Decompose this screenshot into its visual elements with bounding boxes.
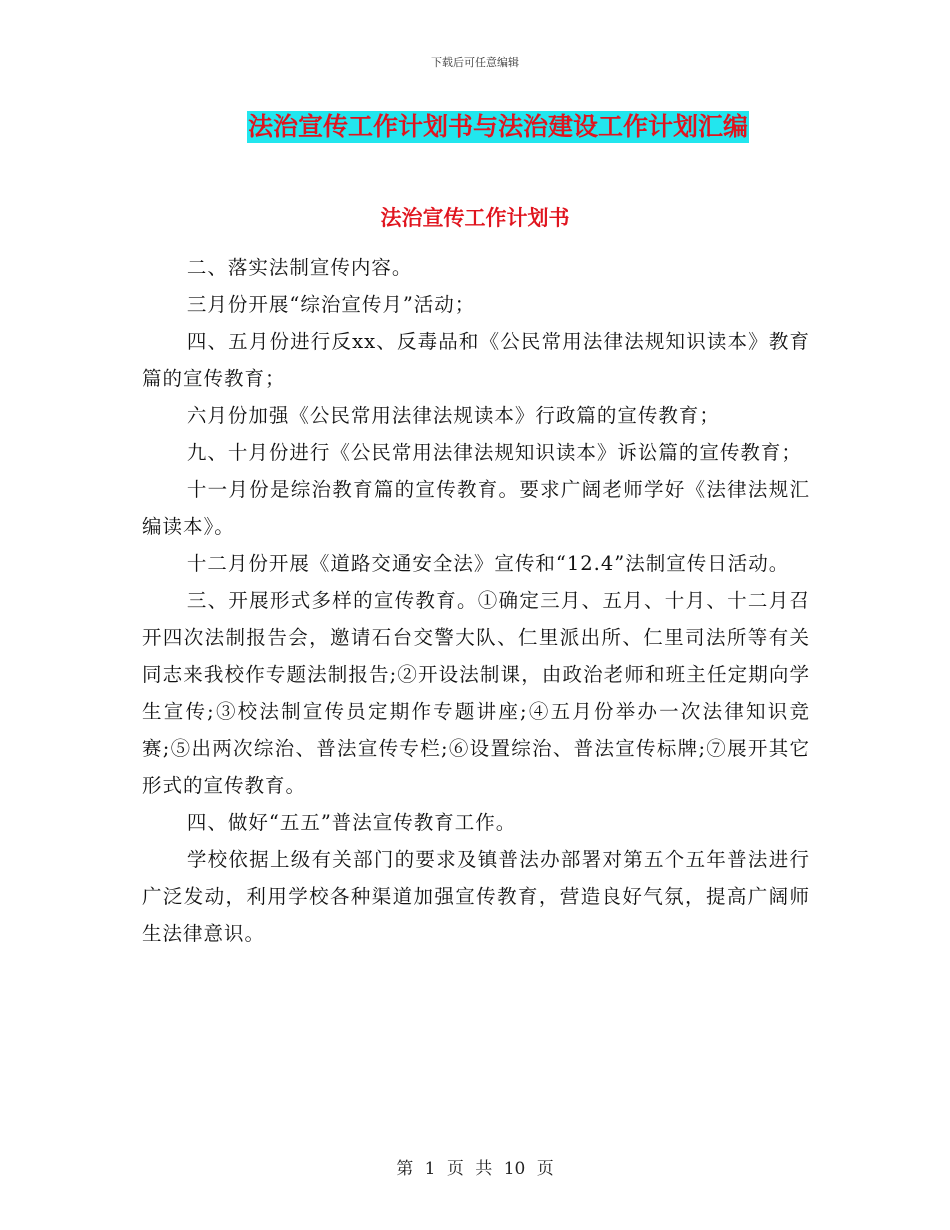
main-title-container — [0, 111, 950, 143]
paragraph: 九、十月份进行《公民常用法律法规知识读本》诉讼篇的宣传教育； — [186, 441, 802, 464]
paragraph: 三、开展形式多样的宣传教育。①确定三月、五月、十月、十二月召开四次法制报告会，邀请石台交警大队、仁里派出所、仁里司法所等有关同志来我校作专题法制报告;②开设法制课，由政治老师和班主任定期向学生宣传;③校法制宣传员定期作专题讲座;④五月份举办一次法律知识竞赛;⑤出两次综治、普法宣传专栏;⑥设置综治、普法宣传标牌;⑦展开其它形式的宣传教育。 — [142, 589, 810, 797]
paragraph: 四、五月份进行反xx、反毒品和《公民常用法律法规知识读本》教育篇的宣传教育； — [142, 330, 810, 390]
header-note: 下载后可任意编辑 — [431, 56, 519, 69]
paragraph: 十一月份是综治教育篇的宣传教育。要求广阔老师学好《法律法规汇编读本》。 — [142, 478, 810, 538]
paragraph: 三月份开展“综治宣传月”活动； — [186, 293, 476, 316]
paragraph: 十二月份开展《道路交通安全法》宣传和“12.4”法制宣传日活动。 — [186, 552, 790, 575]
document-body — [142, 249, 810, 952]
main-title: 法治宣传工作计划书与法治建设工作计划汇编 — [247, 112, 748, 141]
paragraph: 二、落实法制宣传内容。 — [186, 256, 413, 279]
section-title: 法治宣传工作计划书 — [380, 205, 570, 230]
paragraph: 学校依据上级有关部门的要求及镇普法办部署对第五个五年普法进行广泛发动，利用学校各种渠道加强宣传教育，营造良好气氛，提高广阔师生法律意识。 — [142, 848, 810, 945]
paragraph: 四、做好“五五”普法宣传教育工作。 — [186, 811, 517, 834]
page-number-footer: 第 1 页 共 10 页 — [396, 1159, 554, 1179]
paragraph: 六月份加强《公民常用法律法规读本》行政篇的宣传教育； — [186, 404, 720, 427]
